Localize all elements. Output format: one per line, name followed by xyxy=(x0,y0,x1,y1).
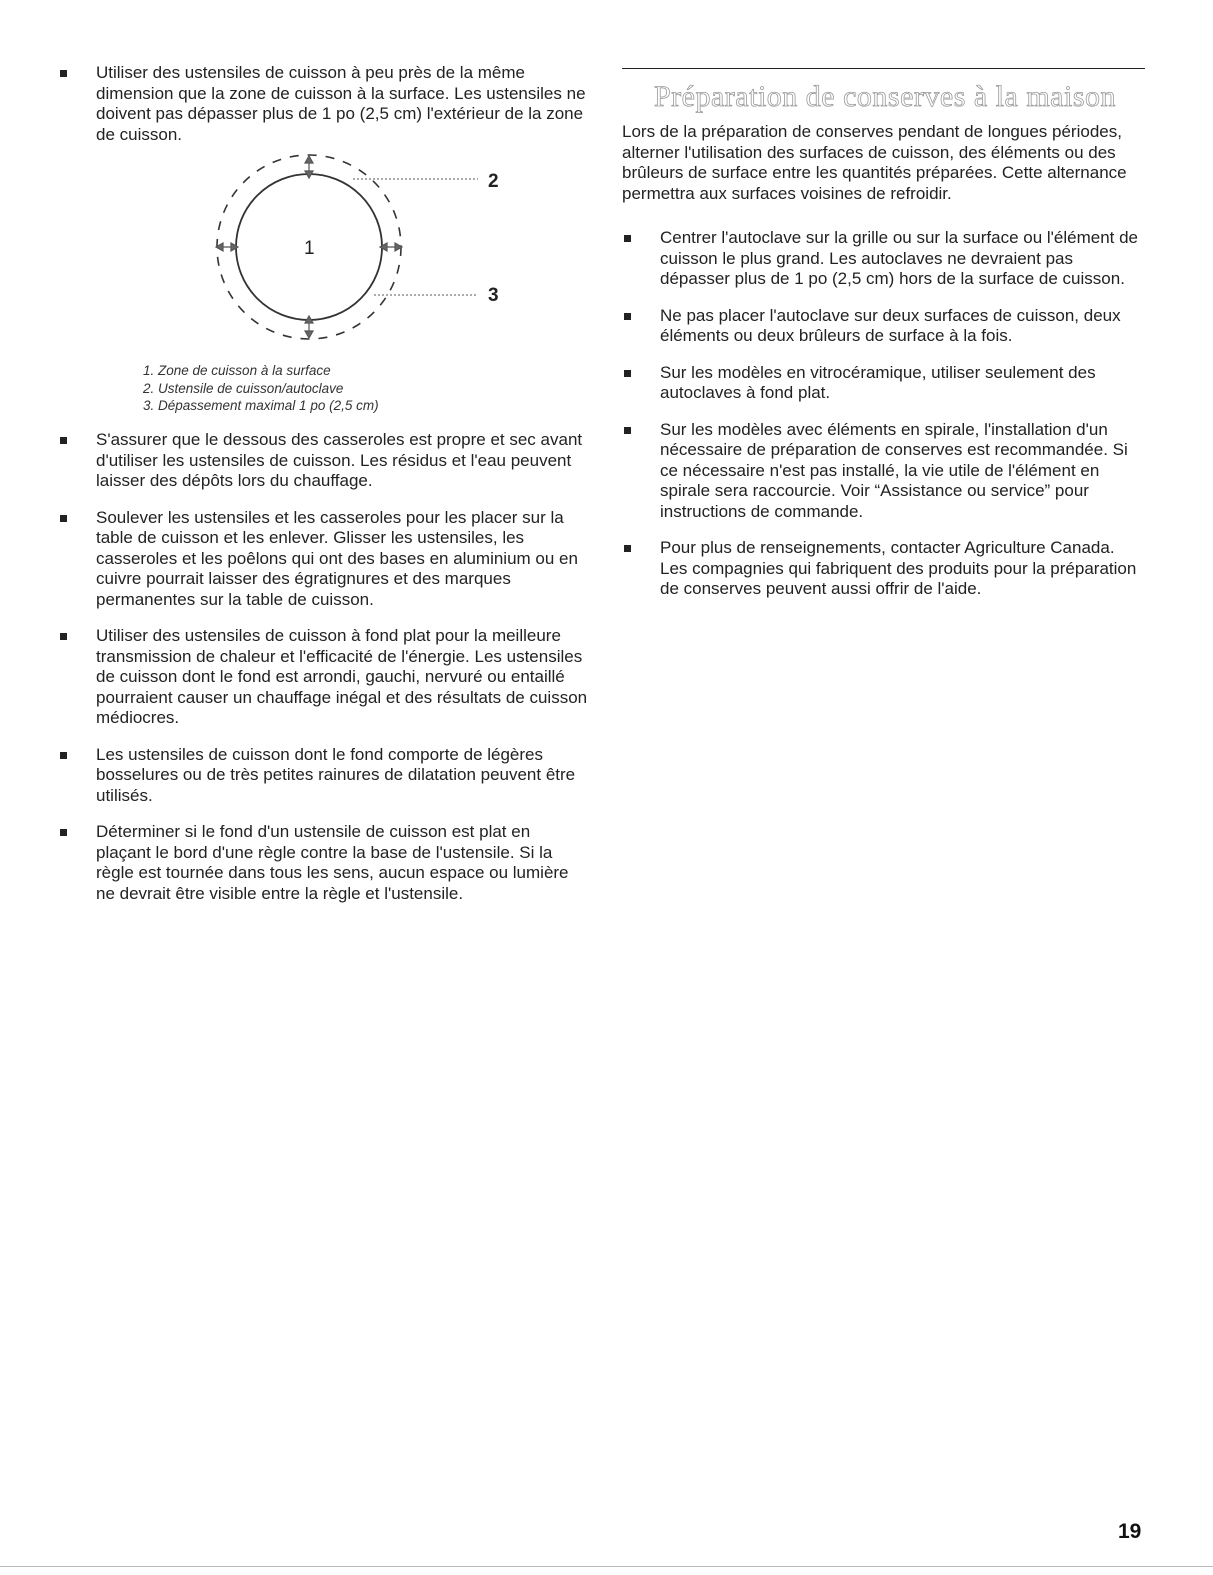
square-bullet-icon xyxy=(60,829,67,836)
list-item xyxy=(622,228,1146,290)
bullet-text: Sur les modèles avec éléments en spirale, l'installation d'un nécessaire de préparation de conserves est recommandée. Si ce nécessaire n'est pas installé, la vie utile de l'élément en spirale sera raccourcie. Voir “Assistance ou service” pour instructions de commande. xyxy=(660,419,1128,521)
section-heading: Préparation de conserves à la maison xyxy=(654,80,1117,113)
first-bullet-list xyxy=(58,63,588,161)
list-item xyxy=(58,822,588,904)
square-bullet-icon xyxy=(60,633,67,640)
figure-captions xyxy=(143,362,379,415)
square-bullet-icon xyxy=(624,545,631,552)
square-bullet-icon xyxy=(60,437,67,444)
bullet-text: Sur les modèles en vitrocéramique, utiliser seulement des autoclaves à fond plat. xyxy=(660,362,1096,402)
figure-label-2: 2 xyxy=(488,171,499,192)
bullet-text: Les ustensiles de cuisson dont le fond comporte de légères bosselures ou de très petites rainures de dilatation peuvent être utilisés. xyxy=(96,744,576,805)
list-item xyxy=(622,420,1146,523)
right-column xyxy=(622,0,1146,600)
cookware-diagram xyxy=(208,150,528,350)
bottom-border xyxy=(0,1566,1213,1567)
caption-2: 2. Ustensile de cuisson/autoclave xyxy=(143,380,344,396)
caption-1: 1. Zone de cuisson à la surface xyxy=(143,363,331,378)
bullet-text: Utiliser des ustensiles de cuisson à peu près de la même dimension que la zone de cuisson à la surface. Les ustensiles ne doivent pas dépasser plus de 1 po (2,5 cm) l'extérieur de la zone de cuisson. xyxy=(96,63,586,144)
page-number: 19 xyxy=(1118,1520,1142,1543)
square-bullet-icon xyxy=(60,515,67,522)
list-item xyxy=(58,63,588,145)
square-bullet-icon xyxy=(624,427,631,434)
bullet-text: S'assurer que le dessous des casseroles est propre et sec avant d'utiliser les ustensiles de cuisson. Les résidus et l'eau peuvent laisser des dépôts lors du chauffage. xyxy=(96,430,583,490)
list-item xyxy=(58,745,588,807)
list-item xyxy=(622,306,1146,347)
section-intro: Lors de la préparation de conserves pendant de longues périodes, alterner l'utilisation des surfaces de cuisson, des éléments ou des brûleurs de surface entre les quantités préparées. Cette alternance permettra aux surfaces voisines de refroidir. xyxy=(622,122,1127,203)
left-column xyxy=(58,0,588,903)
list-item xyxy=(58,508,588,611)
list-item xyxy=(58,430,588,492)
cookware-diagram-svg xyxy=(208,150,528,350)
list-item xyxy=(58,626,588,729)
bullet-text: Soulever les ustensiles et les casseroles pour les placer sur la table de cuisson et les enlever. Glisser les ustensiles, les casseroles et les poêlons qui ont des bases en aluminium ou en cuivre pourrait laisser des égratignures et des marques permanentes sur la table de cuisson. xyxy=(96,507,578,609)
left-bullet-list xyxy=(58,430,588,920)
list-item xyxy=(622,363,1146,404)
caption-3: 3. Dépassement maximal 1 po (2,5 cm) xyxy=(143,398,379,413)
bullet-text: Déterminer si le fond d'un ustensile de cuisson est plat en plaçant le bord d'une règle contre la base de l'ustensile. Si la règle est tournée dans tous les sens, aucun espace ou lumière ne devrait être visible entre la règle et l'ustensile. xyxy=(96,822,569,903)
figure-label-1: 1 xyxy=(304,238,315,259)
square-bullet-icon xyxy=(624,235,631,242)
bullet-text: Centrer l'autoclave sur la grille ou sur la surface ou l'élément de cuisson le plus grand. Les autoclaves ne devraient pas dépasser plus de 1 po (2,5 cm) hors de la surface de cuisson. xyxy=(660,228,1139,288)
square-bullet-icon xyxy=(624,313,631,320)
square-bullet-icon xyxy=(624,370,631,377)
square-bullet-icon xyxy=(60,752,67,759)
bullet-text: Ne pas placer l'autoclave sur deux surfaces de cuisson, deux éléments ou deux brûleurs de surface à la fois. xyxy=(660,305,1121,345)
bullet-text: Utiliser des ustensiles de cuisson à fond plat pour la meilleure transmission de chaleur et l'efficacité de l'énergie. Les ustensiles de cuisson dont le fond est arrondi, gauchi, nervuré ou entaillé pourraient causer un chauffage inégal et des résultats de cuisson médiocres. xyxy=(96,626,588,727)
bullet-text: Pour plus de renseignements, contacter Agriculture Canada. Les compagnies qui fabriquent des produits pour la préparation de conserves peuvent aussi offrir de l'aide. xyxy=(660,538,1137,598)
square-bullet-icon xyxy=(60,70,67,77)
list-item xyxy=(622,538,1146,600)
right-bullet-list xyxy=(622,228,1146,616)
figure-label-3: 3 xyxy=(488,285,499,306)
